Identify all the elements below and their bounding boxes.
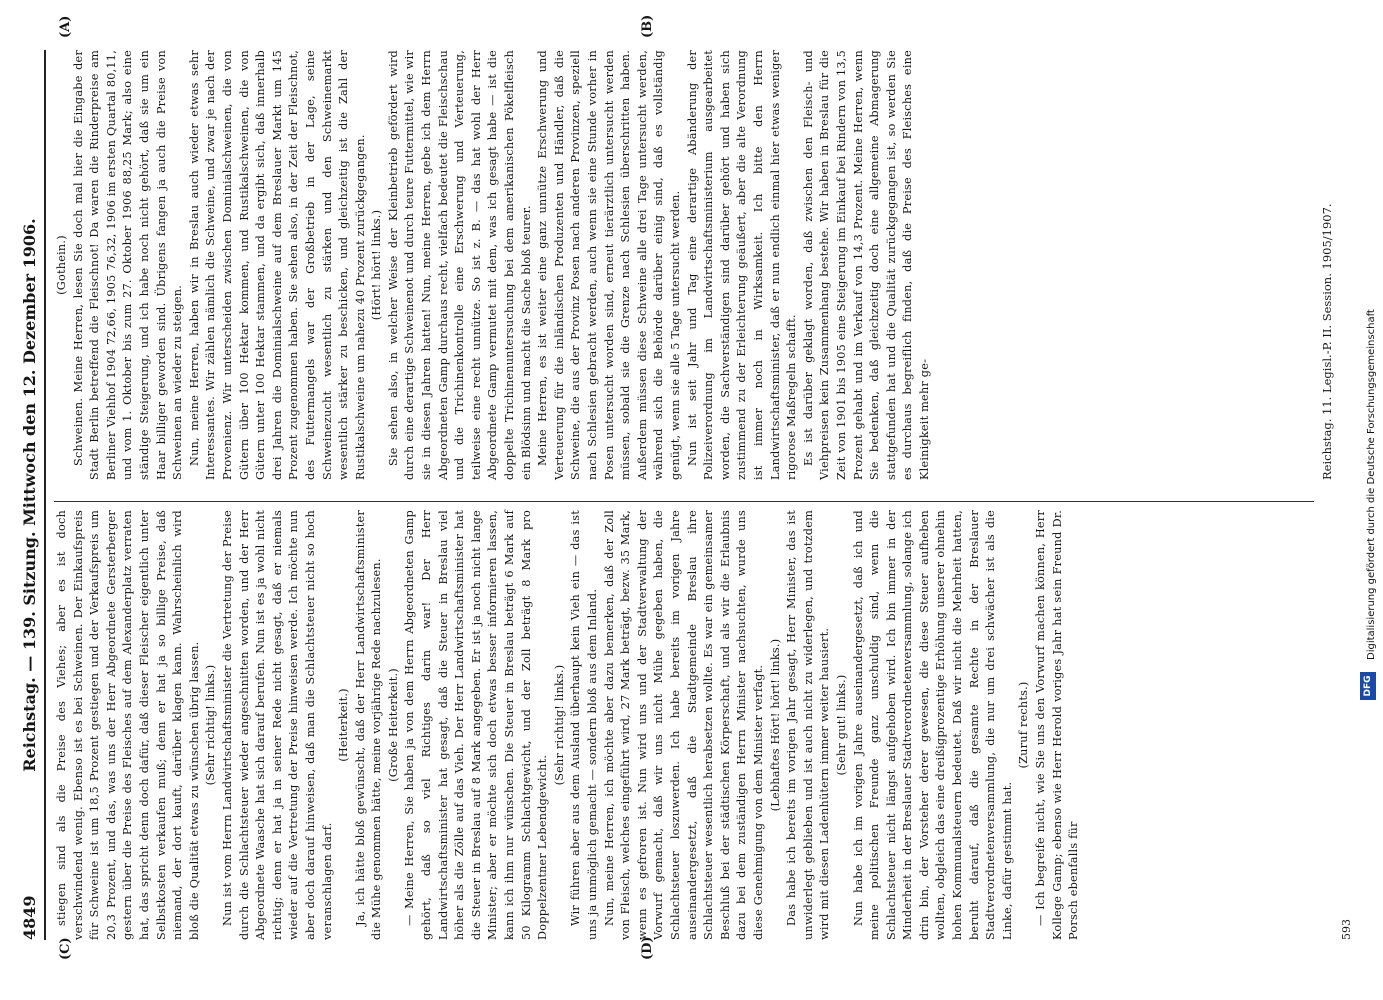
paragraph: Nun, meine Herren, ich möchte aber dazu bemerken, daß der Zoll von Fleisch, welches eingeführt wird, 27 Mark beträgt, bezw. 35 Mark, wenn es gefroren ist. Nun wird uns und der Stadtverwaltung der Vorwurf gemacht, daß wir uns nicht Mühe gegeben haben, die Schlachtsteuer loszuwerden. Ich habe bereits im vorigen Jahre auseinandergesetzt, daß die Stadtgemeinde Breslau ihre Schlachtsteuer wesentlich herabsetzen wollte. Es war ein gemeinsamer Beschluß bei der städtischen Körperschaft, und als wir die Erlaubnis dazu bei dem zuständigen Herrn Minister nachsuchten, wurde uns diese Genehmigung von dem Minister verfagt.	[602, 510, 765, 940]
paragraph: (Gothein.)	[55, 235, 68, 295]
paragraph: Meine Herren, es ist weiter eine ganz unnütze Erschwerung und Verteuerung für die inländischen Produzenten und Händler, daß die Schweine, die aus der Provinz Posen nach anderen Provinzen, speziell nach Schlesien gebracht werden, auch wenn sie eine Stunde vorher in Posen untersucht worden sind, erneut tierärztlich untersucht werden müssen, sobald sie die Grenze nach Schlesien überschritten haben. Außerdem müssen diese Schweine alle drei Tage untersucht werden, während sich die Behörde darüber einig sind, daß es vollständig genügt, wenn sie alle 5 Tage untersucht werden.	[536, 50, 682, 480]
paragraph: — Meine Herren, Sie haben ja von dem Herrn Abgeordneten Gamp gehört, daß so viel Richtiges darin war! Der Herr Landwirtschaftsminister hat gesagt, daß die Steuer in Breslau viel höher als die Zölle auf das Vieh. Der Herr Landwirtschaftsminister hat die Steuer in Breslau auf 8 Mark angegeben. Er ist ja noch nicht lange Minister; aber er möchte sich doch etwas besser informieren lassen, kann ich ihm nur wünschen. Die Steuer in Breslau beträgt 6 Mark auf 50 Kilogramm Schlachtgewicht, und der Zoll beträgt 8 Mark pro Doppelzentner Lebendgewicht.	[403, 510, 550, 940]
paragraph: Schweinen. Meine Herren, lesen Sie doch mal hier die Eingabe der Stadt Berlin betreffend die Fleischnot! Da waren die Rinderpreise am Berliner Viehhof 1904 72,66, 1905 76,32, 1906 im ersten Quartal 80,11, und vom 1. Oktober bis zum 27. Oktober 1906 88,25 Mark; also eine ständige Steigerung, und ich habe noch nicht gehört, daß sie um ein Haar billiger geworden sind. Übrigens fangen ja auch die Preise von Schweinen an wieder zu steigen.	[71, 50, 185, 480]
header-title: Reichstag. — 139. Sitzung. Mittwoch den 12. Dezember 1906.	[20, 218, 39, 772]
paragraph: (Sehr gut! links.)	[834, 674, 848, 776]
text-column-right	[54, 50, 933, 480]
paragraph: stiegen sind als die Preise des Viehes; aber es ist doch verschwindend wenig. Ebenso ist es bei Schweinen. Der Einkaufspreis für Schweine ist um 18,5 Prozent gestiegen und der Verkaufspreis um 20,3 Prozent, und das, was uns der Herr Abgeordnete Gersterberger gestern über die Preise des Fleisches auf dem Alexanderplatz verraten hat, das spricht denn doch dafür, daß dieser Fleischer eigentlich unter Selbstkosten verkaufen muß; denn er hat ja so billige Preise, daß niemand, der dort kauft, darüber klagen kann. Wahrscheinlich wird bloß die Qualität etwas zu wünschen übrig lassen.	[55, 510, 201, 940]
margin-marker-d: (D)	[640, 936, 655, 960]
margin-marker-c: (C)	[58, 937, 73, 960]
paragraph: Sie sehen also, in welcher Weise der Kleinbetrieb gefördert wird durch eine derartige Schweinenot und durch teure Futtermittel, wie wir sie in diesen Jahren hatten! Nun, meine Herren, gebe ich dem Herrn Abgeordneten Gamp durchaus recht, vielfach bedeutet die Fleischschau und die Trichinenkontrolle eine Erschwerung und Verteuerung, teilweise eine recht unnütze. So ist z. B. — das hat wohl der Herr Abgeordnete Gamp vermutet mit dem, was ich gesagt habe — ist die doppelte Trichinenuntersuchung bei dem amerikanischen Pökelfleisch ein Blödsinn und macht die Sache bloß teurer.	[386, 50, 533, 480]
paragraph: Nun habe ich im vorigen Jahre auseinandergesetzt, daß ich und meine politischen Freunde ganz unschuldig sind, wenn die Schlachtsteuer nicht längst aufgehoben wird. Ich bin immer in der Minderheit in der Breslauer Stadtverordnetenversammlung, solange ich drin bin, der Vorsteher derer gewesen, die diese Steuer aufheben wollten, obgleich das eine dreißigprozentige Erhöhung unserer ohnehin hohen Kommunalsteuern bedeutet. Daß wir nicht die Mehrheit hatten, beruht darauf, daß die gesamte Rechte in der Breslauer Stadtverordnetenversammlung, die nur um drei schwächer ist als die Linke, dafür gestimmt hat.	[851, 510, 1014, 940]
digitalization-credit: Digitalisierung gefördert durch die Deutsche Forschungsgemeinschaft	[1366, 309, 1377, 660]
page-number: 4849	[20, 895, 39, 940]
paragraph: Nun, meine Herren, haben wir in Breslau auch wieder etwas sehr Interessantes. Wir zählen nämlich die Schweine, und zwar je nach der Provenienz. Wir unterscheiden zwischen Dominialschweinen, die von Gütern über 100 Hektar kommen, und Rustikalschweinen, die von Gütern unter 100 Hektar stammen, und da ergibt sich, daß innerhalb drei Jahren die Dominialschweine auf dem Breslauer Markt um 145 Prozent zugenommen haben. Sie sehen also, in der Zeit der Fleischnot, des Futtermangels war der Großbetrieb in der Lage, seine Schweinezucht wesentlich zu stärken und den Schweinemarkt wesentlich stärker zu beschicken, und gleichzeitig ist die Zahl der Rustikalschweine um nahezu 40 Prozent zurückgegangen.	[187, 50, 367, 480]
paragraph: (Große Heiterkeit.)	[386, 668, 400, 782]
paragraph: Es ist darüber geklagt worden, daß zwischen den Fleisch- und Viehpreisen kein Zusammenhang bestehe. Wir haben in Breslau für die Zeit von 1901 bis 1905 eine Steigerung im Einkauf bei Rindern von 13,5 Prozent gehabt und im Verkauf von 14,3 Prozent. Meine Herren, wenn Sie bedenken, daß gleichzeitig doch eine allgemeine Abmagerung stattgefunden hat und die Qualität zurückgegangen ist, so werden Sie es durchaus begreiflich finden, daß die Preise des Fleisches eine Kleinigkeit mehr ge-	[801, 50, 931, 480]
dfg-logo: DFG	[1360, 672, 1376, 700]
margin-marker-a: (A)	[58, 15, 73, 38]
header-rule	[44, 50, 46, 940]
paragraph: (Sehr richtig! links.)	[552, 664, 566, 786]
paragraph: Ja, ich hätte bloß gewünscht, daß der Herr Landwirtschaftsminister die Mühe genommen hätte, meine vorjährige Rede nachzulesen.	[353, 510, 384, 940]
page-header	[14, 50, 44, 940]
footer-session-text: Reichstag. 11. Legisl.-P. II. Session. 1905/1907.	[1320, 203, 1334, 480]
paragraph: (Heiterkeit.)	[337, 688, 351, 762]
paragraph: — Ich begreife nicht, wie Sie uns den Vorwurf machen können, Herr Kollege Gamp; ebenso wie Herr Herold voriges Jahr hat sein Freund Dr. Porsch ebenfalls für	[1034, 510, 1081, 940]
paragraph: (Sehr richtig! links.)	[204, 664, 218, 786]
footer-page-number: 593	[1340, 919, 1353, 940]
paragraph: (Hört! hört! links.)	[370, 209, 384, 321]
paragraph: Nun ist seit Jahr und Tag eine derartige Abänderung der Polizeiverordnung im Landwirtschaftsministerium ausgearbeitet worden, die Sachverständigen sind darüber gehört und haben sich zustimmend zu der Erleichterung geäußert, aber die alte Verordnung ist immer noch in Wirksamkeit. Ich bitte den Herrn Landwirtschaftsminister, daß er nun endlich einmal hier etwas weniger rigorose Maßregeln schafft.	[685, 50, 799, 480]
column-divider	[54, 501, 1314, 502]
margin-marker-b: (B)	[640, 14, 655, 38]
paragraph: Nun ist vom Herrn Landwirtschaftsminister die Vertretung der Preise durch die Schlachtsteuer wieder angeschnitten worden, und der Herr Abgeordnete Waasche hat sich darauf berufen. Nun ist es ja wohl nicht richtig; denn er hat ja in seiner Rede nicht gesagt, daß er niemals wieder auf die Vertretung der Preise hinweisen werde. Ich möchte nun aber doch darauf hinweisen, daß man die Schlachtsteuer nicht so hoch veranschlagen darf.	[220, 510, 334, 940]
paragraph: Das habe ich bereits im vorigen Jahr gesagt, Herr Minister, das ist unwiderlegt geblieben und ist auch nicht zu widerlegen, und trotzdem wird mit diesen Ladenhütern immer weiter hausiert.	[785, 510, 832, 940]
paragraph: (Zuruf rechts.)	[1017, 681, 1031, 769]
text-column-left	[54, 510, 1083, 940]
paragraph: (Lebhaftes Hört! hört! links.)	[768, 638, 782, 812]
footer-session	[1320, 50, 1334, 480]
paragraph: Wir führen aber aus dem Ausland überhaupt kein Vieh ein — das ist uns ja unmöglich gemacht — sondern bloß aus dem Inland.	[569, 510, 599, 940]
